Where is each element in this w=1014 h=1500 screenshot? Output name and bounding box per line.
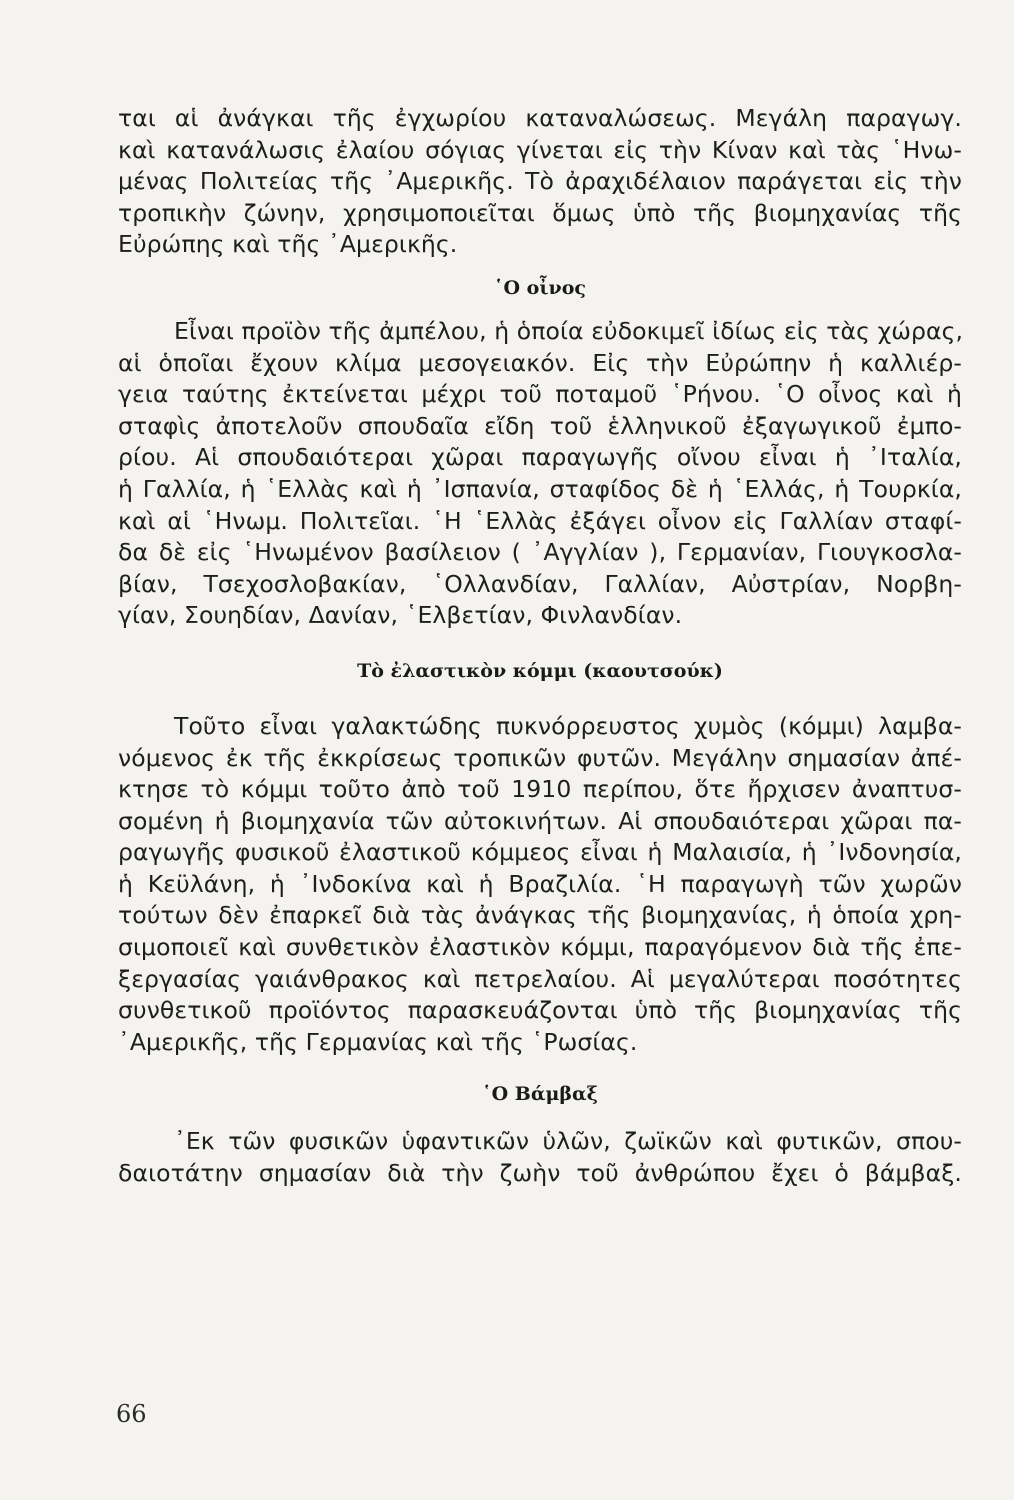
text-line: δαιοτάτην σημασίαν διὰ τὴν ζωὴν τοῦ ἀνθρώπου ἔχει ὁ βάμβαξ. <box>118 1159 962 1188</box>
text-line: τούτων δὲν ἐπαρκεῖ διὰ τὰς ἀνάγκας τῆς βιομηχανίας, ἡ ὁποία χρη- <box>118 901 962 930</box>
text-line: γίαν, Σουηδίαν, Δανίαν, ῾Ελβετίαν, Φινλανδίαν. <box>118 601 683 630</box>
text-line: μένας Πολιτείας τῆς ᾿Αμερικῆς. Τὸ ἀραχιδέλαιον παράγεται εἰς τὴν <box>118 167 962 196</box>
text-line: κτησε τὸ κόμμι τοῦτο ἀπὸ τοῦ 1910 περίπου, ὅτε ἤρχισεν ἀναπτυσ- <box>118 775 962 804</box>
page-text <box>118 103 962 1190</box>
text-line: αἱ ὁποῖαι ἔχουν κλίμα μεσογειακόν. Εἰς τὴν Εὐρώπην ἡ καλλιέρ- <box>118 348 962 377</box>
text-line: τροπικὴν ζώνην, χρησιμοποιεῖται ὅμως ὑπὸ τῆς βιομηχανίας τῆς <box>118 198 962 227</box>
text-line: ᾿Αμερικῆς, τῆς Γερμανίας καὶ τῆς ῾Ρωσίας. <box>118 1027 638 1056</box>
text-line: νόμενος ἐκ τῆς ἐκκρίσεως τροπικῶν φυτῶν. Μεγάλην σημασίαν ἀπέ- <box>118 743 962 772</box>
text-line: καὶ αἱ ῾Ηνωμ. Πολιτεῖαι. ῾Η ῾Ελλὰς ἐξάγει οἶνον εἰς Γαλλίαν σταφί- <box>118 506 962 535</box>
text-line: βίαν, Τσεχοσλοβακίαν, ῾Ολλανδίαν, Γαλλίαν, Αὐστρίαν, Νορβη- <box>118 569 962 598</box>
wine-paragraph <box>118 316 962 632</box>
text-line: σιμοποιεῖ καὶ συνθετικὸν ἐλαστικὸν κόμμι, παραγόμενον διὰ τῆς ἐπε- <box>118 933 962 962</box>
text-line: ἡ Κεϋλάνη, ἡ ᾿Ινδοκίνα καὶ ἡ Βραζιλία. ῾Η παραγωγὴ τῶν χωρῶν <box>118 869 962 898</box>
text-line: ρίου. Αἱ σπουδαιότεραι χῶραι παραγωγῆς οἴνου εἶναι ἡ ᾿Ιταλία, <box>118 443 962 472</box>
section-heading-wine: ῾Ο οἶνος <box>494 276 586 299</box>
text-line: συνθετικοῦ προϊόντος παρασκευάζονται ὑπὸ τῆς βιομηχανίας τῆς <box>118 996 962 1025</box>
text-line: ται αἱ ἀνάγκαι τῆς ἐγχωρίου καταναλώσεως. Μεγάλη παραγωγ. <box>118 104 962 132</box>
section-heading-rubber: Τὸ ἐλαστικὸν κόμμι (καουτσούκ) <box>357 659 723 682</box>
text-line: ραγωγῆς φυσικοῦ ἐλαστικοῦ κόμμεος εἶναι ἡ Μαλαισία, ἡ ᾿Ινδονησία, <box>118 838 962 867</box>
cotton-paragraph <box>118 1126 962 1189</box>
text-line: ᾿Εκ τῶν φυσικῶν ὑφαντικῶν ὑλῶν, ζωϊκῶν καὶ φυτικῶν, σπου- <box>174 1127 962 1156</box>
text-line: Τοῦτο εἶναι γαλακτώδης πυκνόρρευστος χυμὸς (κόμμι) λαμβα- <box>174 711 962 740</box>
rubber-paragraph <box>118 711 962 1059</box>
text-line: σομένη ἡ βιομηχανία τῶν αὐτοκινήτων. Αἱ σπουδαιότεραι χῶραι πα- <box>118 806 962 835</box>
text-line: Εἶναι προϊὸν τῆς ἀμπέλου, ἡ ὁποία εὐδοκιμεῖ ἰδίως εἰς τὰς χώρας, <box>174 316 964 345</box>
text-line: σταφὶς ἀποτελοῦν σπουδαῖα εἴδη τοῦ ἑλληνικοῦ ἐξαγωγικοῦ ἐμπο- <box>118 411 962 440</box>
text-line: δα δὲ εἰς ῾Ηνωμένον βασίλειον ( ᾿Αγγλίαν ), Γερμανίαν, Γιουγκοσλα- <box>118 538 962 567</box>
text-line: γεια ταύτης ἐκτείνεται μέχρι τοῦ ποταμοῦ ῾Ρήνου. ῾Ο οἶνος καὶ ἡ <box>118 380 962 409</box>
text-line: Εὐρώπης καὶ τῆς ᾿Αμερικῆς. <box>118 230 458 259</box>
page-number: 66 <box>116 1400 147 1428</box>
text-line: καὶ κατανάλωσις ἐλαίου σόγιας γίνεται εἰς τὴν Κίναν καὶ τὰς ῾Ηνω- <box>118 135 962 164</box>
text-line: ξεργασίας γαιάνθρακος καὶ πετρελαίου. Αἱ μεγαλύτεραι ποσότητες <box>118 964 962 993</box>
text-line: ἡ Γαλλία, ἡ ῾Ελλὰς καὶ ἡ ᾿Ισπανία, σταφίδος δὲ ἡ ῾Ελλάς, ἡ Τουρκία, <box>118 474 962 503</box>
section-heading-cotton: ῾Ο Βάμβαξ <box>482 1083 598 1106</box>
intro-paragraph <box>118 103 962 261</box>
